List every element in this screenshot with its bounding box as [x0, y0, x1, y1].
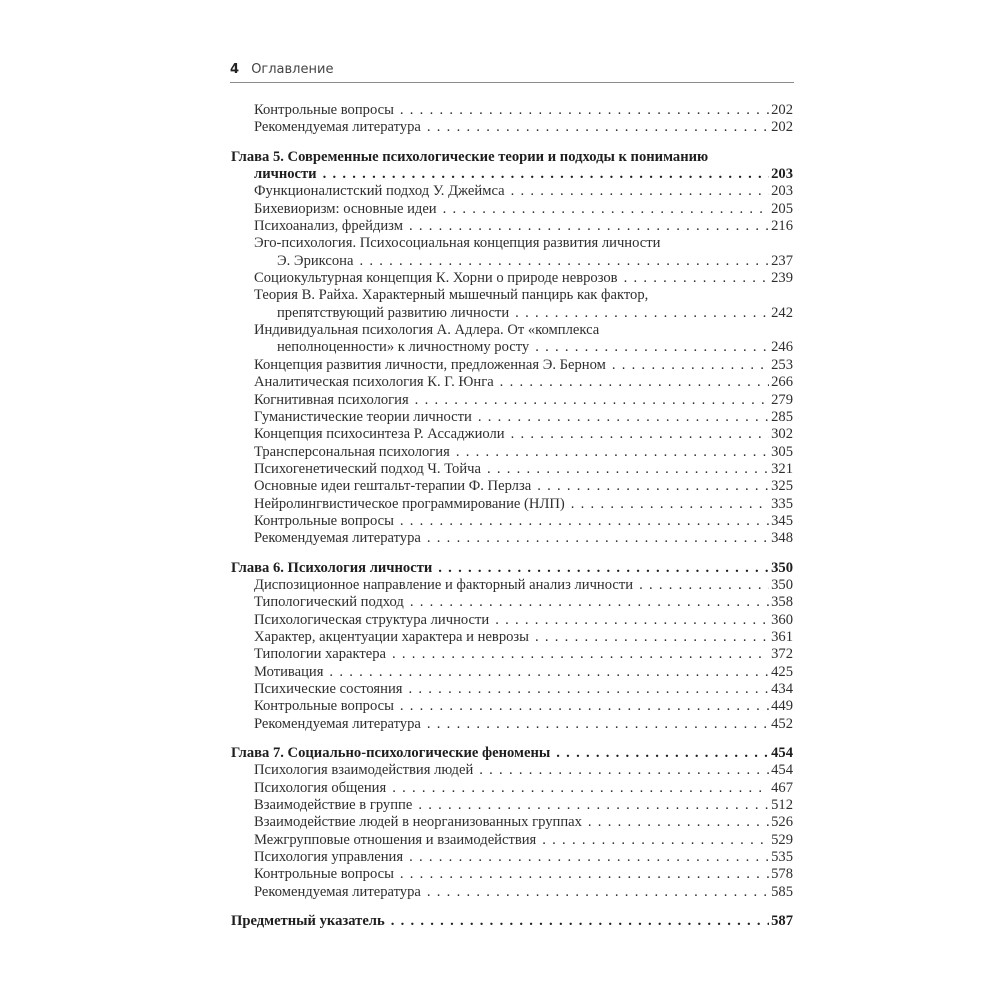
- toc-chapter-entry[interactable]: [231, 149, 793, 184]
- toc-entry-title: Предметный указатель: [231, 913, 385, 930]
- toc-page-number: 321: [771, 460, 793, 477]
- toc-entry-line: [254, 780, 793, 797]
- toc-page-number: 454: [771, 745, 793, 762]
- toc-entry-line: [254, 102, 793, 119]
- dot-leader: [588, 814, 769, 831]
- toc-entry-line: [254, 629, 793, 646]
- toc-entry-line: [231, 166, 793, 183]
- toc-entry-title: Диспозиционное направление и факторный анализ личности: [254, 576, 634, 593]
- toc-section-entry[interactable]: [231, 681, 793, 698]
- dot-leader: [612, 357, 769, 374]
- dot-leader: [443, 201, 770, 218]
- toc-entry-title: Мотивация: [254, 663, 324, 680]
- toc-entry-title: Характер, акцентуации характера и неврозы: [254, 628, 529, 645]
- toc-entry-line: [254, 762, 793, 779]
- dot-leader: [409, 849, 769, 866]
- toc-entry-line: [254, 374, 793, 391]
- toc-section-entry[interactable]: [231, 797, 793, 814]
- dot-leader: [556, 745, 769, 762]
- dot-leader: [409, 218, 769, 235]
- toc-entry-line: [254, 884, 793, 901]
- toc-entry-title: Контрольные вопросы: [254, 512, 394, 529]
- toc-entry-title: Межгрупповые отношения и взаимодействия: [254, 831, 537, 848]
- toc-page-number: 350: [771, 559, 793, 576]
- toc-entry-line: [254, 444, 793, 461]
- toc-entry-title: Взаимодействие людей в неорганизованных группах: [254, 814, 582, 831]
- dot-leader: [410, 594, 769, 611]
- toc-entry-title: Социокультурная концепция К. Хорни о природе неврозов: [254, 270, 618, 287]
- toc-page-number: 512: [771, 797, 793, 814]
- toc-entry-line: [254, 322, 793, 339]
- dot-leader: [639, 577, 769, 594]
- toc-entry-title: Психогенетический подход Ч. Тойча: [254, 460, 481, 477]
- toc-entry-line: [254, 201, 793, 218]
- toc-entry-title: Функционалистский подход У. Джеймса: [254, 183, 505, 200]
- dot-leader: [400, 866, 769, 883]
- toc-entry-line: [231, 149, 793, 166]
- toc-entry-title: препятствующий развитию личности: [277, 304, 510, 321]
- toc-section-entry[interactable]: [231, 426, 793, 443]
- toc-entry-title: Аналитическая психология К. Г. Юнга: [254, 374, 494, 391]
- toc-section-entry[interactable]: [231, 201, 793, 218]
- toc-page-number: 246: [771, 339, 793, 356]
- toc-entry-title: Контрольные вопросы: [254, 698, 394, 715]
- dot-leader: [400, 698, 769, 715]
- toc-section-entry[interactable]: [231, 444, 793, 461]
- dot-leader: [392, 646, 769, 663]
- toc-section-entry[interactable]: [231, 357, 793, 374]
- toc-section-entry[interactable]: [231, 287, 793, 322]
- toc-section-entry[interactable]: [231, 496, 793, 513]
- toc-section-entry[interactable]: [231, 374, 793, 391]
- toc-page-number: 279: [771, 391, 793, 408]
- toc-entry-line: [254, 409, 793, 426]
- page-number: 4: [230, 62, 240, 77]
- toc-page-number: 372: [771, 646, 793, 663]
- toc-section-entry[interactable]: [231, 594, 793, 611]
- toc-page-number: 452: [771, 715, 793, 732]
- toc-page-number: 203: [771, 166, 793, 183]
- toc-entry-title: Контрольные вопросы: [254, 866, 394, 883]
- toc-section-entry[interactable]: [231, 866, 793, 883]
- toc-section-entry[interactable]: [231, 461, 793, 478]
- toc-entry-title: Гуманистические теории личности: [254, 408, 472, 425]
- toc-section-entry[interactable]: [231, 629, 793, 646]
- dot-leader: [511, 183, 770, 200]
- toc-page-number: 239: [771, 270, 793, 287]
- toc-section-entry[interactable]: [231, 409, 793, 426]
- toc-section-entry[interactable]: [231, 716, 793, 733]
- dot-leader: [515, 305, 769, 322]
- toc-entry-line: [254, 270, 793, 287]
- toc-page-number: 205: [771, 200, 793, 217]
- toc-entry-line: [254, 814, 793, 831]
- toc-entry-title: Рекомендуемая литература: [254, 883, 421, 900]
- toc-page-number: 242: [771, 304, 793, 321]
- toc-entry-line: [254, 646, 793, 663]
- toc-section-entry[interactable]: [231, 119, 793, 136]
- toc-page-number: 434: [771, 681, 793, 697]
- toc-page-number: 253: [771, 356, 793, 373]
- running-header-title: Оглавление: [251, 62, 334, 77]
- toc-entry-title: личности: [254, 166, 317, 183]
- toc-entry-line: [254, 612, 793, 629]
- toc-entry-title: Теория В. Райха. Характерный мышечный панцирь как фактор,: [254, 287, 649, 304]
- toc-section-entry[interactable]: [231, 832, 793, 849]
- dot-leader: [487, 461, 769, 478]
- toc-entry-line: [254, 339, 793, 356]
- toc-entry-title: Глава 7. Социально-психологические феномены: [231, 745, 551, 762]
- toc-page-number: 345: [771, 512, 793, 529]
- toc-entry-line: [254, 305, 793, 322]
- toc-page-number: 578: [771, 866, 793, 883]
- toc-entry-line: [254, 797, 793, 814]
- toc-entry-line: [254, 357, 793, 374]
- dot-leader: [400, 102, 769, 119]
- toc-section-entry[interactable]: [231, 849, 793, 866]
- dot-leader: [511, 426, 770, 443]
- toc-entry-title: Глава 5. Современные психологические теории и подходы к пониманию: [231, 148, 709, 165]
- toc-entry-line: [231, 913, 793, 930]
- dot-leader: [392, 780, 769, 797]
- running-header: [230, 62, 794, 83]
- toc-page-number: 348: [771, 530, 793, 547]
- toc-section-entry[interactable]: [231, 218, 793, 235]
- toc-entry-title: Эго-психология. Психосоциальная концепция развития личности: [254, 235, 661, 252]
- toc-chapter-entry[interactable]: [231, 913, 793, 930]
- toc-section-entry[interactable]: [231, 183, 793, 200]
- toc-entry-title: Психические состояния: [254, 681, 403, 697]
- toc-entry-line: [254, 235, 793, 252]
- toc-page-number: 361: [771, 628, 793, 645]
- dot-leader: [418, 797, 769, 814]
- toc-section-entry[interactable]: [231, 698, 793, 715]
- toc-page-number: 266: [771, 374, 793, 391]
- toc-section-entry[interactable]: [231, 664, 793, 681]
- toc-entry-title: Глава 6. Психология личности: [231, 559, 433, 576]
- toc-section-entry[interactable]: [231, 646, 793, 663]
- toc-entry-title: неполноценности» к личностному росту: [277, 339, 530, 356]
- dot-leader: [478, 409, 769, 426]
- toc-entry-title: Психология взаимодействия людей: [254, 762, 474, 779]
- toc-entry-title: Бихевиоризм: основные идеи: [254, 200, 437, 217]
- toc-section-entry[interactable]: [231, 392, 793, 409]
- toc-entry-line: [254, 866, 793, 883]
- toc-page-number: 535: [771, 849, 793, 866]
- toc-entry-line: [254, 392, 793, 409]
- toc-page-number: 350: [771, 576, 793, 593]
- toc-entry-title: Рекомендуемая литература: [254, 530, 421, 547]
- toc-entry-title: Нейролингвистическое программирование (НЛП): [254, 495, 565, 512]
- toc-chapter-entry[interactable]: [231, 560, 793, 577]
- toc-page-number: 237: [771, 252, 793, 269]
- toc-entry-line: [254, 461, 793, 478]
- toc-section-entry[interactable]: [231, 102, 793, 119]
- toc-section-entry[interactable]: [231, 235, 793, 270]
- toc-entry-title: Э. Эриксона: [277, 252, 354, 269]
- toc-chapter-entry[interactable]: [231, 745, 793, 762]
- toc-page-number: 587: [771, 913, 793, 930]
- toc-entry-line: [254, 183, 793, 200]
- toc-section-entry[interactable]: [231, 780, 793, 797]
- dot-leader: [427, 716, 769, 733]
- toc-entry-line: [231, 745, 793, 762]
- dot-leader: [438, 560, 769, 577]
- toc-entry-title: Основные идеи гештальт-терапии Ф. Перлза: [254, 478, 532, 495]
- toc-page-number: 216: [771, 218, 793, 235]
- toc-entry-line: [254, 426, 793, 443]
- toc-entry-line: [254, 832, 793, 849]
- toc-page-number: 202: [771, 119, 793, 136]
- toc-entry-line: [254, 530, 793, 547]
- toc-section-entry[interactable]: [231, 270, 793, 287]
- toc-entry-title: Индивидуальная психология А. Адлера. От «комплекса: [254, 322, 600, 339]
- toc-page-number: 358: [771, 594, 793, 611]
- toc-page-number: 526: [771, 814, 793, 831]
- toc-entry-line: [231, 560, 793, 577]
- toc-entry-line: [254, 698, 793, 715]
- toc-entry-title: Типологический подход: [254, 594, 404, 611]
- toc-entry-title: Рекомендуемая литература: [254, 119, 421, 136]
- toc-entry-line: [254, 496, 793, 513]
- toc-entry-title: Психология общения: [254, 779, 387, 796]
- dot-leader: [495, 612, 769, 629]
- toc-entry-line: [254, 478, 793, 495]
- toc-page-number: 305: [771, 443, 793, 460]
- toc-page-number: 202: [771, 102, 793, 118]
- toc-page-number: 449: [771, 698, 793, 715]
- dot-leader: [542, 832, 769, 849]
- toc-section-entry[interactable]: [231, 530, 793, 547]
- dot-leader: [535, 629, 769, 646]
- toc-page-number: 529: [771, 831, 793, 848]
- toc-section-entry[interactable]: [231, 814, 793, 831]
- toc-entry-line: [254, 513, 793, 530]
- toc-page-number: 203: [771, 183, 793, 200]
- toc-entry-title: Трансперсональная психология: [254, 443, 450, 460]
- dot-leader: [427, 530, 769, 547]
- toc-entry-line: [254, 218, 793, 235]
- toc-entry-title: Концепция развития личности, предложенная Э. Берном: [254, 356, 606, 373]
- toc-entry-title: Психология управления: [254, 849, 404, 866]
- toc-section-entry[interactable]: [231, 884, 793, 901]
- dot-leader: [323, 166, 770, 183]
- toc-section-entry[interactable]: [231, 513, 793, 530]
- toc-entry-title: Психоанализ, фрейдизм: [254, 218, 403, 235]
- toc-entry-title: Концепция психосинтеза Р. Ассаджиоли: [254, 426, 505, 443]
- toc-page-number: 467: [771, 779, 793, 796]
- toc-section-entry[interactable]: [231, 577, 793, 594]
- toc-page-number: 425: [771, 663, 793, 680]
- toc-entry-line: [254, 119, 793, 136]
- toc-entry-line: [254, 849, 793, 866]
- dot-leader: [500, 374, 769, 391]
- toc-entry-title: Психологическая структура личности: [254, 611, 490, 628]
- toc-page-number: 302: [771, 426, 793, 443]
- toc-entry-line: [254, 681, 793, 698]
- toc-entry-title: Взаимодействие в группе: [254, 797, 413, 814]
- toc-section-entry[interactable]: [231, 762, 793, 779]
- toc-entry-title: Типологии характера: [254, 646, 386, 663]
- dot-leader: [535, 339, 769, 356]
- toc-entry-title: Контрольные вопросы: [254, 102, 394, 118]
- dot-leader: [408, 681, 769, 698]
- toc-page-number: 454: [771, 762, 793, 779]
- toc-entry-line: [254, 716, 793, 733]
- dot-leader: [537, 478, 769, 495]
- toc-entry-line: [254, 594, 793, 611]
- toc-entry-title: Когнитивная психология: [254, 391, 409, 408]
- dot-leader: [391, 913, 769, 930]
- toc-page-number: 285: [771, 408, 793, 425]
- dot-leader: [624, 270, 770, 287]
- dot-leader: [415, 392, 769, 409]
- toc-section-entry[interactable]: [231, 478, 793, 495]
- dot-leader: [329, 664, 769, 681]
- dot-leader: [571, 496, 769, 513]
- dot-leader: [427, 884, 769, 901]
- dot-leader: [479, 762, 769, 779]
- toc-entry-line: [254, 664, 793, 681]
- dot-leader: [427, 119, 769, 136]
- toc-page-number: 325: [771, 478, 793, 495]
- dot-leader: [456, 444, 769, 461]
- table-of-contents: [231, 102, 793, 930]
- toc-section-entry[interactable]: [231, 322, 793, 357]
- toc-entry-line: [254, 577, 793, 594]
- toc-page-number: 335: [771, 495, 793, 512]
- toc-entry-line: [254, 253, 793, 270]
- dot-leader: [400, 513, 769, 530]
- toc-entry-line: [254, 287, 793, 304]
- toc-page-number: 360: [771, 611, 793, 628]
- toc-entry-title: Рекомендуемая литература: [254, 715, 421, 732]
- dot-leader: [359, 253, 769, 270]
- toc-page-number: 585: [771, 883, 793, 900]
- toc-section-entry[interactable]: [231, 612, 793, 629]
